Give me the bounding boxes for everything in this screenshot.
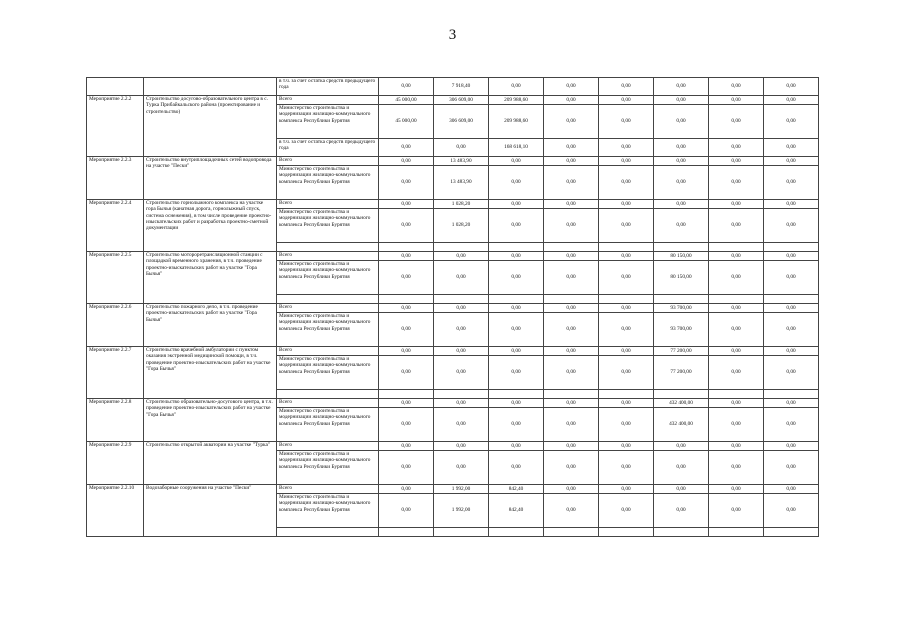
funding-source-cell: Министерство строительства и модернизации жилищно-коммунального комплекса Республики Бурятия <box>277 408 379 442</box>
value-cell: 77 200,00 <box>654 347 709 356</box>
value-cell: 0,00 <box>379 200 434 209</box>
value-cell: 0,00 <box>599 399 654 408</box>
table-row <box>87 304 819 313</box>
value-cell: 0,00 <box>654 494 709 528</box>
measure-code-cell: Мероприятие 2.2.10 <box>87 485 144 537</box>
value-cell: 1 028,20 <box>434 209 489 243</box>
measure-name-cell: Строительство пожарного депо, в т.ч. проведение проектно-изыскательских работ на участке "Гора Бычья" <box>144 304 277 347</box>
value-cell: 0,00 <box>599 252 654 261</box>
value-cell: 0,00 <box>544 166 599 200</box>
value-cell: 13 483,90 <box>434 157 489 166</box>
funding-source-cell: Министерство строительства и модернизации жилищно-коммунального комплекса Республики Бурятия <box>277 166 379 200</box>
value-cell: 0,00 <box>489 252 544 261</box>
value-cell: 0,00 <box>654 442 709 451</box>
value-cell: 0,00 <box>379 399 434 408</box>
value-cell: 0,00 <box>544 261 599 295</box>
empty-cell <box>379 243 434 252</box>
value-cell: 842,40 <box>489 494 544 528</box>
empty-cell <box>277 390 379 399</box>
table-row <box>87 399 819 408</box>
table-row <box>87 252 819 261</box>
value-cell: 0,00 <box>434 252 489 261</box>
value-cell: 0,00 <box>544 96 599 105</box>
empty-cell <box>654 295 709 304</box>
value-cell: 0,00 <box>489 200 544 209</box>
measure-name-cell: Строительство открытой акватории на участке "Турка" <box>144 442 277 485</box>
empty-cell <box>489 243 544 252</box>
value-cell: 0,00 <box>489 399 544 408</box>
budget-table <box>86 77 819 537</box>
value-cell: 0,00 <box>434 313 489 347</box>
value-cell: 0,00 <box>764 200 819 209</box>
value-cell: 0,00 <box>544 139 599 157</box>
empty-cell <box>434 528 489 537</box>
funding-source-cell: в т.ч. за счет остатка средств предыдущего года <box>277 78 379 96</box>
value-cell: 0,00 <box>599 261 654 295</box>
value-cell: 0,00 <box>599 356 654 390</box>
value-cell: 45 000,00 <box>379 105 434 139</box>
value-cell: 0,00 <box>709 166 764 200</box>
empty-cell <box>709 528 764 537</box>
funding-source-cell: в т.ч. за счет остатка средств предыдущего года <box>277 139 379 157</box>
value-cell: 0,00 <box>379 313 434 347</box>
value-cell: 80 150,00 <box>654 261 709 295</box>
value-cell: 0,00 <box>764 399 819 408</box>
value-cell: 0,00 <box>379 494 434 528</box>
empty-cell <box>379 390 434 399</box>
value-cell: 0,00 <box>764 209 819 243</box>
empty-cell <box>764 528 819 537</box>
value-cell: 0,00 <box>709 157 764 166</box>
empty-cell <box>599 390 654 399</box>
value-cell: 0,00 <box>599 157 654 166</box>
value-cell: 0,00 <box>709 261 764 295</box>
value-cell: 0,00 <box>654 139 709 157</box>
value-cell: 0,00 <box>544 485 599 494</box>
value-cell: 0,00 <box>709 442 764 451</box>
empty-cell <box>544 295 599 304</box>
value-cell: 0,00 <box>764 442 819 451</box>
value-cell: 0,00 <box>379 252 434 261</box>
value-cell: 0,00 <box>379 347 434 356</box>
value-cell: 209 988,60 <box>489 105 544 139</box>
empty-cell <box>489 295 544 304</box>
measure-code-cell <box>87 78 144 96</box>
value-cell: 0,00 <box>434 304 489 313</box>
funding-source-cell: Министерство строительства и модернизации жилищно-коммунального комплекса Республики Бурятия <box>277 261 379 295</box>
value-cell: 0,00 <box>434 261 489 295</box>
value-cell: 0,00 <box>599 304 654 313</box>
value-cell: 0,00 <box>599 139 654 157</box>
measure-name-cell: Строительство горнолыжного комплекса на участке гора Бычья (канатная дорога, горнолыжный спуск, система оснежения), в том числе проведение проектно-изыскательских работ и разработка проектно-сметной документации <box>144 200 277 252</box>
value-cell: 0,00 <box>654 200 709 209</box>
empty-cell <box>277 528 379 537</box>
empty-cell <box>599 528 654 537</box>
value-cell: 0,00 <box>599 78 654 96</box>
value-cell: 0,00 <box>434 356 489 390</box>
value-cell: 0,00 <box>599 485 654 494</box>
value-cell: 80 150,00 <box>654 252 709 261</box>
value-cell: 13 483,90 <box>434 166 489 200</box>
measure-code-cell: Мероприятие 2.2.6 <box>87 304 144 347</box>
funding-source-cell: Всего <box>277 252 379 261</box>
value-cell: 0,00 <box>599 200 654 209</box>
funding-source-cell: Всего <box>277 157 379 166</box>
value-cell: 0,00 <box>709 494 764 528</box>
value-cell: 0,00 <box>544 209 599 243</box>
value-cell: 0,00 <box>544 105 599 139</box>
value-cell: 0,00 <box>599 347 654 356</box>
value-cell: 0,00 <box>434 451 489 485</box>
funding-source-cell: Министерство строительства и модернизации жилищно-коммунального комплекса Республики Бурятия <box>277 451 379 485</box>
value-cell: 0,00 <box>764 408 819 442</box>
value-cell: 93 700,00 <box>654 313 709 347</box>
measure-code-cell: Мероприятие 2.2.5 <box>87 252 144 304</box>
value-cell: 0,00 <box>709 347 764 356</box>
measure-code-cell: Мероприятие 2.2.3 <box>87 157 144 200</box>
measure-name-cell: Строительство мотороретрансляционной станции с площадкой временного хранения, в т.ч. проведение проектно-изыскательских работ на участке "Гора Бычья" <box>144 252 277 304</box>
value-cell: 0,00 <box>599 451 654 485</box>
value-cell: 0,00 <box>599 313 654 347</box>
value-cell: 0,00 <box>489 166 544 200</box>
value-cell: 0,00 <box>489 209 544 243</box>
value-cell: 0,00 <box>709 200 764 209</box>
empty-cell <box>277 295 379 304</box>
measure-name-cell: Строительство досугово-образовательного центра в с. Турка Прибайкальского района (проектирование и строительство) <box>144 96 277 157</box>
value-cell: 0,00 <box>709 252 764 261</box>
value-cell: 0,00 <box>489 347 544 356</box>
empty-cell <box>764 243 819 252</box>
value-cell: 0,00 <box>654 78 709 96</box>
value-cell: 0,00 <box>379 261 434 295</box>
value-cell: 0,00 <box>709 313 764 347</box>
value-cell: 0,00 <box>764 96 819 105</box>
funding-source-cell: Министерство строительства и модернизации жилищно-коммунального комплекса Республики Бурятия <box>277 209 379 243</box>
value-cell: 7 918,40 <box>434 78 489 96</box>
measure-name-cell: Строительство внутриплощадочных сетей водопровода на участке "Пески" <box>144 157 277 200</box>
value-cell: 0,00 <box>544 157 599 166</box>
measure-name-cell: Строительство образовательно-досугового центра, в т.ч. проведение проектно-изыскательских работ на участке "Гора Бычья" <box>144 399 277 442</box>
value-cell: 0,00 <box>489 451 544 485</box>
value-cell: 0,00 <box>764 139 819 157</box>
value-cell: 0,00 <box>764 356 819 390</box>
value-cell: 432 400,00 <box>654 399 709 408</box>
empty-cell <box>434 390 489 399</box>
empty-cell <box>599 295 654 304</box>
empty-cell <box>544 528 599 537</box>
measure-code-cell: Мероприятие 2.2.4 <box>87 200 144 252</box>
value-cell: 0,00 <box>379 139 434 157</box>
value-cell: 0,00 <box>434 139 489 157</box>
value-cell: 0,00 <box>654 451 709 485</box>
empty-cell <box>709 390 764 399</box>
value-cell: 0,00 <box>709 408 764 442</box>
value-cell: 1 992,00 <box>434 485 489 494</box>
value-cell: 0,00 <box>379 78 434 96</box>
value-cell: 0,00 <box>709 399 764 408</box>
empty-cell <box>489 390 544 399</box>
value-cell: 0,00 <box>654 157 709 166</box>
value-cell: 0,00 <box>489 442 544 451</box>
value-cell: 0,00 <box>764 485 819 494</box>
value-cell: 0,00 <box>764 494 819 528</box>
funding-source-cell: Всего <box>277 304 379 313</box>
value-cell: 0,00 <box>544 356 599 390</box>
value-cell: 0,00 <box>434 408 489 442</box>
value-cell: 0,00 <box>764 313 819 347</box>
funding-source-cell: Министерство строительства и модернизации жилищно-коммунального комплекса Республики Бурятия <box>277 313 379 347</box>
funding-source-cell: Всего <box>277 200 379 209</box>
value-cell: 0,00 <box>379 209 434 243</box>
empty-cell <box>489 528 544 537</box>
value-cell: 0,00 <box>599 408 654 442</box>
empty-cell <box>379 528 434 537</box>
funding-source-cell: Всего <box>277 96 379 105</box>
funding-source-cell: Всего <box>277 485 379 494</box>
empty-cell <box>277 243 379 252</box>
value-cell: 0,00 <box>654 166 709 200</box>
value-cell: 0,00 <box>709 78 764 96</box>
measure-code-cell: Мероприятие 2.2.2 <box>87 96 144 157</box>
value-cell: 0,00 <box>764 304 819 313</box>
value-cell: 0,00 <box>489 261 544 295</box>
value-cell: 0,00 <box>544 78 599 96</box>
value-cell: 0,00 <box>599 209 654 243</box>
value-cell: 0,00 <box>599 494 654 528</box>
measure-name-cell: Водозаборные сооружения на участке "Пески" <box>144 485 277 537</box>
value-cell: 0,00 <box>489 356 544 390</box>
measure-code-cell: Мероприятие 2.2.9 <box>87 442 144 485</box>
budget-table-body <box>87 78 819 537</box>
value-cell: 0,00 <box>544 399 599 408</box>
value-cell: 0,00 <box>489 408 544 442</box>
value-cell: 0,00 <box>489 157 544 166</box>
value-cell: 0,00 <box>709 356 764 390</box>
value-cell: 0,00 <box>764 166 819 200</box>
table-row <box>87 347 819 356</box>
funding-source-cell: Министерство строительства и модернизации жилищно-коммунального комплекса Республики Бурятия <box>277 105 379 139</box>
value-cell: 0,00 <box>709 451 764 485</box>
value-cell: 0,00 <box>654 105 709 139</box>
value-cell: 0,00 <box>379 485 434 494</box>
empty-cell <box>434 295 489 304</box>
empty-cell <box>654 243 709 252</box>
value-cell: 0,00 <box>544 494 599 528</box>
value-cell: 0,00 <box>379 451 434 485</box>
empty-cell <box>544 390 599 399</box>
value-cell: 0,00 <box>709 485 764 494</box>
empty-cell <box>654 528 709 537</box>
measure-name-cell <box>144 78 277 96</box>
value-cell: 0,00 <box>434 399 489 408</box>
measure-code-cell: Мероприятие 2.2.7 <box>87 347 144 399</box>
empty-cell <box>709 295 764 304</box>
value-cell: 0,00 <box>544 313 599 347</box>
value-cell: 0,00 <box>434 347 489 356</box>
value-cell: 0,00 <box>764 451 819 485</box>
value-cell: 0,00 <box>379 304 434 313</box>
value-cell: 0,00 <box>379 166 434 200</box>
value-cell: 45 000,00 <box>379 96 434 105</box>
value-cell: 0,00 <box>599 442 654 451</box>
value-cell: 306 609,00 <box>434 105 489 139</box>
table-row <box>87 157 819 166</box>
funding-source-cell: Всего <box>277 442 379 451</box>
value-cell: 0,00 <box>544 442 599 451</box>
funding-source-cell: Всего <box>277 347 379 356</box>
funding-source-cell: Всего <box>277 399 379 408</box>
empty-cell <box>599 243 654 252</box>
value-cell: 0,00 <box>379 408 434 442</box>
page-number: 3 <box>448 27 457 43</box>
table-row <box>87 96 819 105</box>
value-cell: 432 400,00 <box>654 408 709 442</box>
value-cell: 842,40 <box>489 485 544 494</box>
value-cell: 0,00 <box>599 105 654 139</box>
value-cell: 0,00 <box>379 157 434 166</box>
value-cell: 0,00 <box>709 139 764 157</box>
value-cell: 0,00 <box>709 304 764 313</box>
value-cell: 0,00 <box>654 485 709 494</box>
value-cell: 0,00 <box>764 261 819 295</box>
value-cell: 168 618,10 <box>489 139 544 157</box>
table-row <box>87 442 819 451</box>
value-cell: 0,00 <box>434 442 489 451</box>
value-cell: 0,00 <box>544 252 599 261</box>
value-cell: 77 200,00 <box>654 356 709 390</box>
empty-cell <box>654 390 709 399</box>
value-cell: 0,00 <box>654 96 709 105</box>
value-cell: 1 028,20 <box>434 200 489 209</box>
empty-cell <box>379 295 434 304</box>
value-cell: 0,00 <box>764 157 819 166</box>
value-cell: 0,00 <box>709 96 764 105</box>
value-cell: 0,00 <box>764 105 819 139</box>
value-cell: 1 992,00 <box>434 494 489 528</box>
value-cell: 0,00 <box>379 356 434 390</box>
measure-name-cell: Строительство врачебной амбулатории с пунктом оказания экстренной медицинской помощи, в т.ч. проведение проектно-изыскательских работ на участке "Гора Бычья" <box>144 347 277 399</box>
value-cell: 0,00 <box>764 78 819 96</box>
value-cell: 306 609,00 <box>434 96 489 105</box>
value-cell: 0,00 <box>599 96 654 105</box>
empty-cell <box>764 295 819 304</box>
value-cell: 0,00 <box>599 166 654 200</box>
value-cell: 0,00 <box>764 347 819 356</box>
funding-source-cell: Министерство строительства и модернизации жилищно-коммунального комплекса Республики Бурятия <box>277 494 379 528</box>
measure-code-cell: Мероприятие 2.2.8 <box>87 399 144 442</box>
value-cell: 0,00 <box>544 347 599 356</box>
table-row <box>87 200 819 209</box>
value-cell: 209 988,60 <box>489 96 544 105</box>
empty-cell <box>764 390 819 399</box>
value-cell: 0,00 <box>544 451 599 485</box>
empty-cell <box>434 243 489 252</box>
value-cell: 0,00 <box>544 200 599 209</box>
value-cell: 93 700,00 <box>654 304 709 313</box>
value-cell: 0,00 <box>489 313 544 347</box>
value-cell: 0,00 <box>709 105 764 139</box>
value-cell: 0,00 <box>379 442 434 451</box>
value-cell: 0,00 <box>544 304 599 313</box>
funding-source-cell: Министерство строительства и модернизации жилищно-коммунального комплекса Республики Бурятия <box>277 356 379 390</box>
empty-cell <box>544 243 599 252</box>
value-cell: 0,00 <box>489 304 544 313</box>
table-row <box>87 78 819 96</box>
value-cell: 0,00 <box>544 408 599 442</box>
value-cell: 0,00 <box>654 209 709 243</box>
table-row <box>87 485 819 494</box>
value-cell: 0,00 <box>709 209 764 243</box>
empty-cell <box>709 243 764 252</box>
value-cell: 0,00 <box>489 78 544 96</box>
value-cell: 0,00 <box>764 252 819 261</box>
